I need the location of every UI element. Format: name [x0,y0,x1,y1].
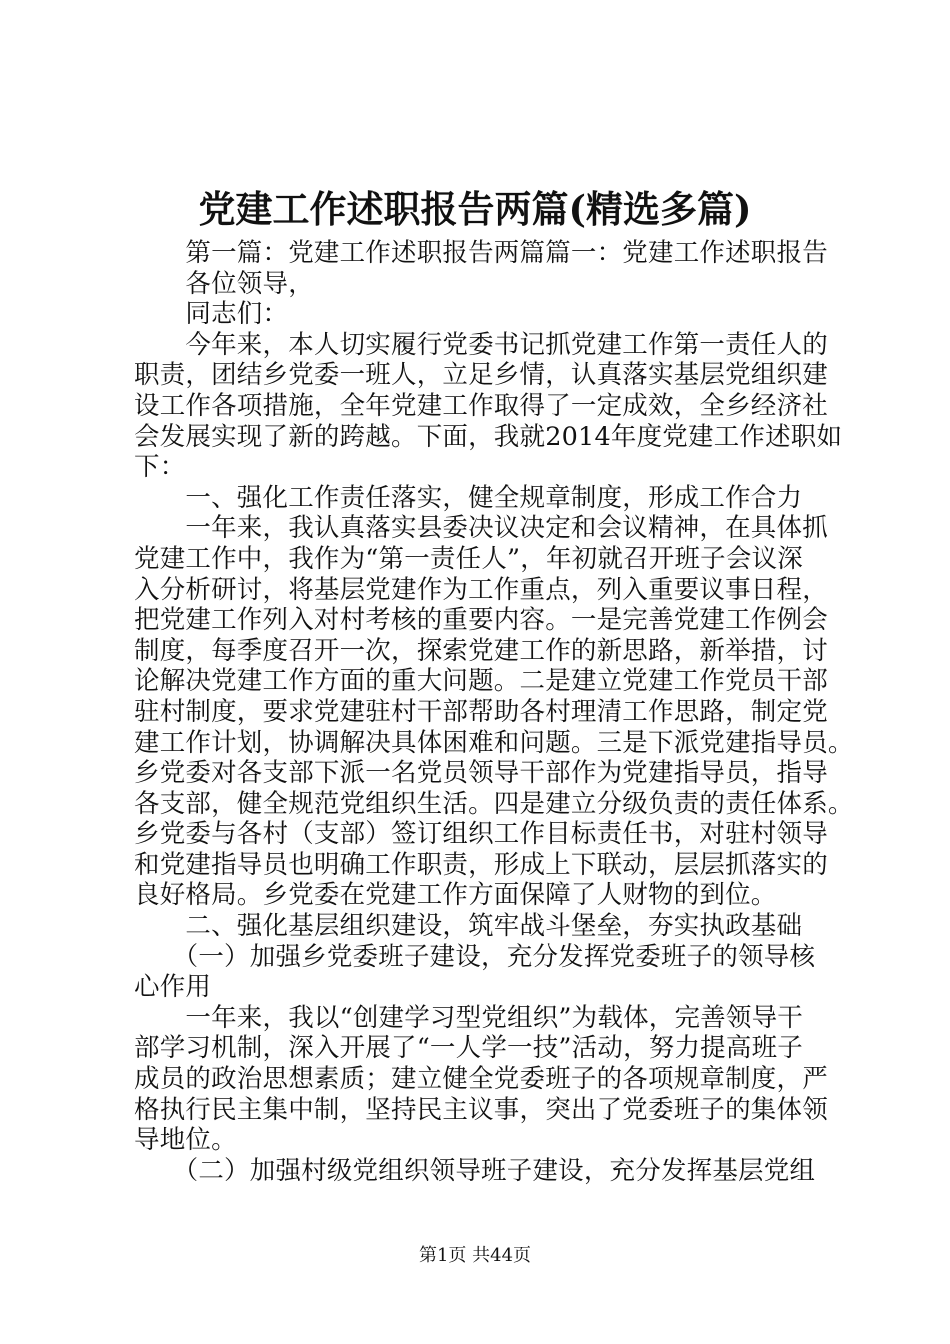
body-line: （一）加强乡党委班子建设，充分发挥党委班子的领导核 [134,941,816,972]
body-line: （二）加强村级党组织领导班子建设，充分发挥基层党组 [134,1155,816,1186]
body-line: 二、强化基层组织建设，筑牢战斗堡垒，夯实执政基础 [134,911,803,942]
body-line: 党建工作中，我作为“第一责任人”，年初就召开班子会议深 [134,543,803,574]
body-line: 成员的政治思想素质；建立健全党委班子的各项规章制度，严 [134,1064,828,1095]
body-line: 入分析研讨，将基层党建作为工作重点，列入重要议事日程， [134,574,828,605]
body-line: 一、强化工作责任落实，健全规章制度，形成工作合力 [134,482,803,513]
page-footer: 第1页 共44页 [418,1245,532,1266]
body-line: 会发展实现了新的跨越。下面，我就2014年度党建工作述职如 [134,421,843,452]
body-line: 乡党委与各村（支部）签订组织工作目标责任书，对驻村领导 [134,819,828,850]
document-body [134,238,854,1186]
body-line: 论解决党建工作方面的重大问题。二是建立党建工作党员干部 [134,666,828,697]
body-line: 第一篇：党建工作述职报告两篇篇一：党建工作述职报告 [134,238,828,268]
body-line: 同志们： [134,299,289,330]
body-line: 和党建指导员也明确工作职责，形成上下联动，层层抓落实的 [134,849,828,880]
body-line: 把党建工作列入对村考核的重要内容。一是完善党建工作例会 [134,605,828,636]
body-line: 格执行民主集中制，坚持民主议事，突出了党委班子的集体领 [134,1094,828,1125]
body-line: 各支部，健全规范党组织生活。四是建立分级负责的责任体系。 [134,788,854,819]
body-line: 今年来，本人切实履行党委书记抓党建工作第一责任人的 [134,329,828,360]
body-line: 一年来，我以“创建学习型党组织”为载体，完善领导干 [134,1002,803,1033]
body-line: 下： [134,452,186,483]
body-line: 心作用 [134,972,212,1003]
body-line: 乡党委对各支部下派一名党员领导干部作为党建指导员，指导 [134,758,828,789]
body-line: 导地位。 [134,1125,237,1156]
body-line: 职责，团结乡党委一班人，立足乡情，认真落实基层党组织建 [134,360,828,391]
body-line: 制度，每季度召开一次，探索党建工作的新思路，新举措，讨 [134,635,828,666]
body-line: 良好格局。乡党委在党建工作方面保障了人财物的到位。 [134,880,777,911]
body-line: 各位领导， [134,268,314,299]
body-line: 驻村制度，要求党建驻村干部帮助各村理清工作思路，制定党 [134,696,828,727]
body-line: 部学习机制，深入开展了“一人学一技”活动，努力提高班子 [134,1033,803,1064]
body-line: 一年来，我认真落实县委决议决定和会议精神，在具体抓 [134,513,828,544]
body-line: 建工作计划，协调解决具体困难和问题。三是下派党建指导员。 [134,727,854,758]
body-line: 设工作各项措施，全年党建工作取得了一定成效，全乡经济社 [134,390,828,421]
document-title: 党建工作述职报告两篇(精选多篇) [198,187,752,231]
